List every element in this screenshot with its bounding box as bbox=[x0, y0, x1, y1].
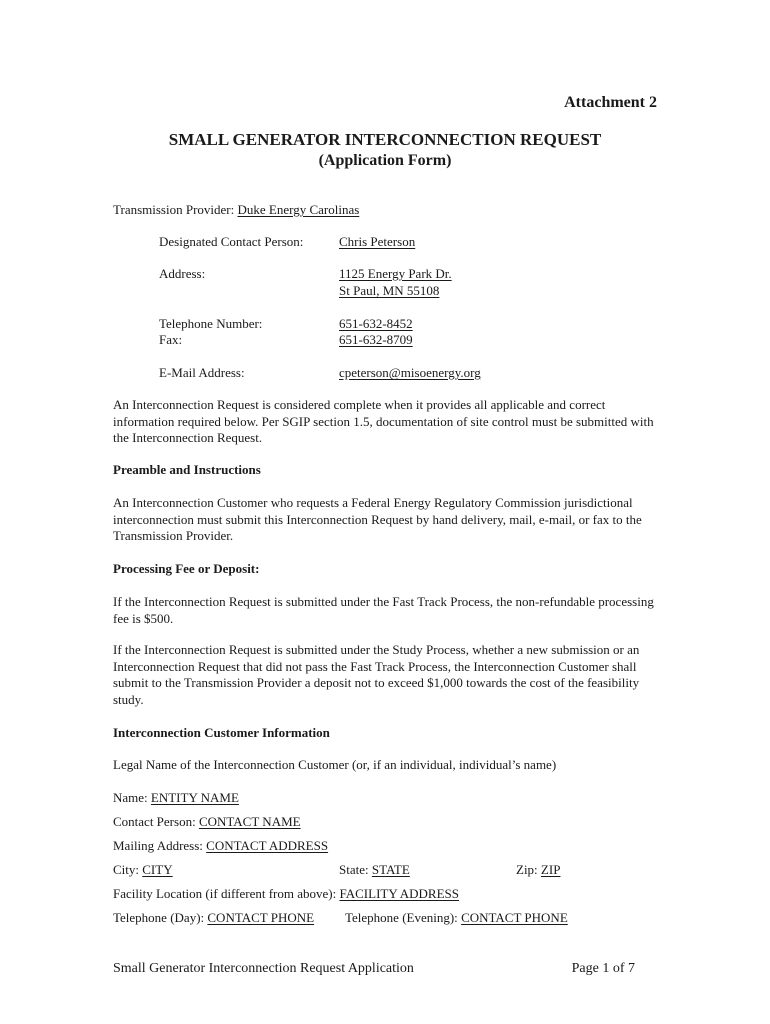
contact-label: Contact Person: bbox=[113, 814, 196, 829]
name-label: Name: bbox=[113, 790, 148, 805]
name-value: ENTITY NAME bbox=[150, 790, 239, 805]
contact-person-value: Chris Peterson bbox=[339, 234, 416, 249]
attachment-label: Attachment 2 bbox=[564, 94, 657, 111]
telephone-evening-row bbox=[345, 910, 568, 926]
phone-label: Telephone Number: bbox=[159, 316, 263, 331]
fax-value: 651-632-8709 bbox=[339, 332, 413, 347]
intro-paragraph: An Interconnection Request is considered complete when it provides all applicable and correct information required below. Per SGIP section 1.5, documentation of site control must be submitted with the Interconnection Request. bbox=[113, 397, 654, 445]
address-line2: St Paul, MN 55108 bbox=[339, 283, 440, 298]
city-label: City: bbox=[113, 862, 140, 877]
fee-paragraph-2: If the Interconnection Request is submitted under the Study Process, whether a new submission or an Interconnection Request that did not pass the Fast Track Process, the Interconnection Customer shall submit to the Transmission Provider a deposit not to exceed $1,000 towards the cost of the feasibility study. bbox=[113, 642, 640, 707]
email-link[interactable]: cpeterson@misoenergy.org bbox=[339, 365, 481, 380]
name-row bbox=[113, 790, 239, 806]
telephone-day-row bbox=[113, 910, 314, 926]
tel-eve-label: Telephone (Evening): bbox=[345, 910, 458, 925]
provider-label: Transmission Provider: bbox=[113, 202, 235, 217]
tel-eve-value: CONTACT PHONE bbox=[461, 910, 568, 925]
city-value: CITY bbox=[142, 862, 173, 877]
page-title: SMALL GENERATOR INTERCONNECTION REQUEST bbox=[168, 130, 602, 149]
tel-day-value: CONTACT PHONE bbox=[207, 910, 315, 925]
state-value: STATE bbox=[371, 862, 410, 877]
legal-name-instruction: Legal Name of the Interconnection Customer (or, if an individual, individual’s name) bbox=[113, 757, 557, 772]
customer-heading: Interconnection Customer Information bbox=[113, 725, 330, 740]
provider-value: Duke Energy Carolinas bbox=[237, 202, 360, 217]
transmission-provider-row bbox=[113, 202, 359, 218]
zip-value: ZIP bbox=[540, 862, 561, 877]
mailing-address-row bbox=[113, 838, 328, 854]
mailing-label: Mailing Address: bbox=[113, 838, 203, 853]
fax-label: Fax: bbox=[159, 332, 183, 347]
footer-title: Small Generator Interconnection Request Application bbox=[113, 961, 414, 976]
address-label: Address: bbox=[159, 266, 206, 281]
tel-day-label: Telephone (Day): bbox=[113, 910, 205, 925]
facility-location-row bbox=[113, 886, 459, 902]
contact-person-label: Designated Contact Person: bbox=[159, 234, 304, 249]
state-row bbox=[339, 862, 410, 878]
fee-paragraph-1: If the Interconnection Request is submitted under the Fast Track Process, the non-refundable processing fee is $500. bbox=[113, 594, 654, 626]
zip-row bbox=[516, 862, 560, 878]
email-label: E-Mail Address: bbox=[159, 365, 245, 380]
address-line1: 1125 Energy Park Dr. bbox=[339, 266, 452, 281]
city-row bbox=[113, 862, 173, 878]
phone-value: 651-632-8452 bbox=[339, 316, 413, 331]
zip-label: Zip: bbox=[516, 862, 538, 877]
mailing-value: CONTACT ADDRESS bbox=[206, 838, 329, 853]
facility-value: FACILITY ADDRESS bbox=[339, 886, 460, 901]
state-label: State: bbox=[339, 862, 369, 877]
footer-page-number: Page 1 of 7 bbox=[571, 961, 635, 976]
fee-heading: Processing Fee or Deposit: bbox=[113, 561, 260, 576]
contact-person-row bbox=[113, 814, 301, 830]
page-subtitle: (Application Form) bbox=[318, 152, 452, 169]
facility-label: Facility Location (if different from above): bbox=[113, 886, 337, 901]
preamble-heading: Preamble and Instructions bbox=[113, 462, 261, 477]
preamble-paragraph: An Interconnection Customer who requests a Federal Energy Regulatory Commission jurisdictional interconnection must submit this Interconnection Request by hand delivery, mail, e-mail, or fax to the Transmission Provider. bbox=[113, 495, 642, 543]
contact-value: CONTACT NAME bbox=[198, 814, 301, 829]
